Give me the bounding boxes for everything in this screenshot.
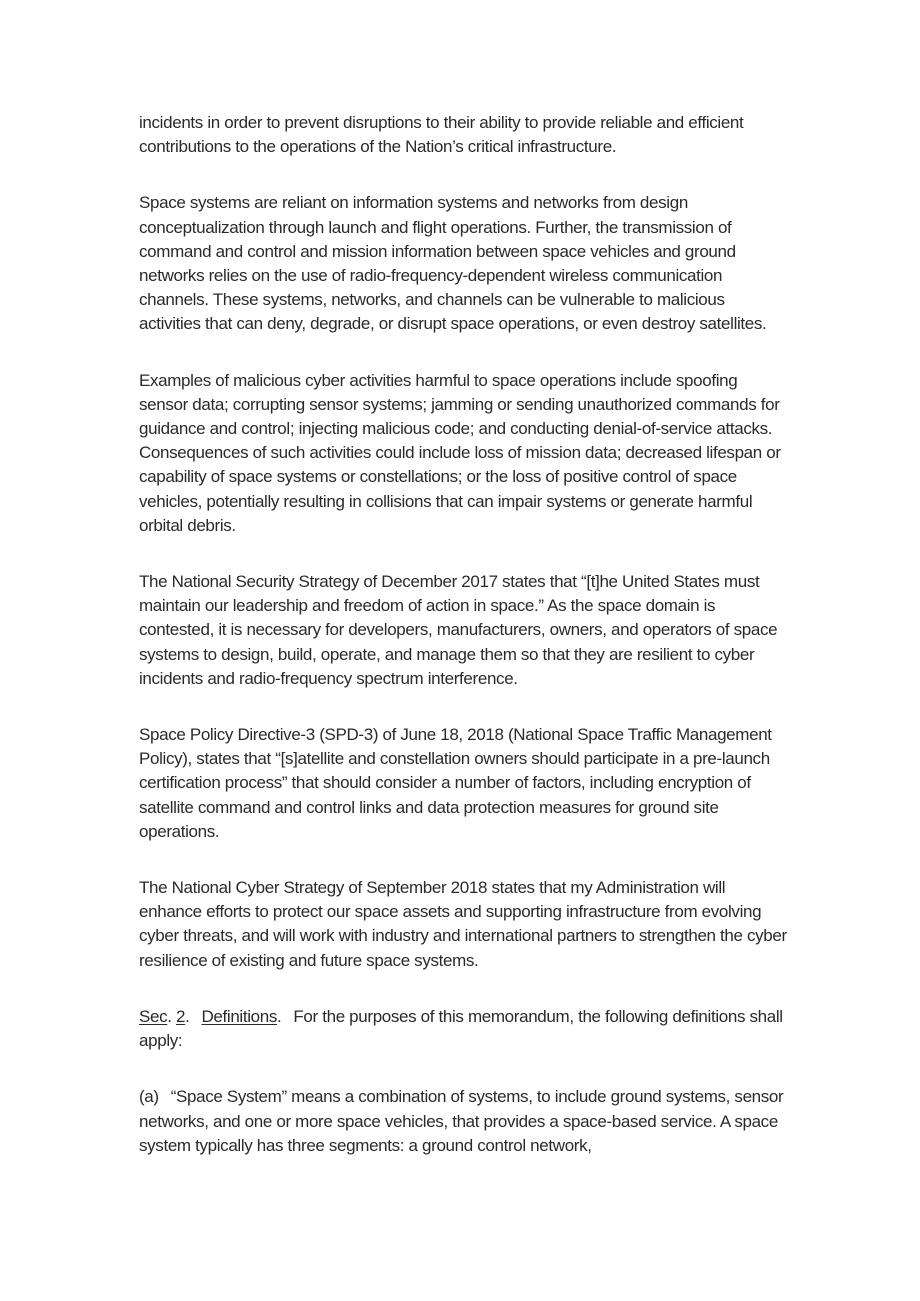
section-number: 2 bbox=[176, 1006, 186, 1026]
section-heading: Definitions bbox=[201, 1006, 278, 1026]
section-text: For the purposes of this memorandum, the following definitions shall apply: bbox=[139, 1006, 783, 1051]
paragraph-national-cyber-strategy: The National Cyber Strategy of September 2018 states that my Administration will enhance efforts to protect our space assets and supporting infrastructure from evolving cyber threats, and will work with industry and international partners to strengthen the cyber resilience of existing and future space systems. bbox=[139, 878, 787, 970]
definition-a-label: (a) bbox=[139, 1087, 159, 1107]
paragraph-critical-infrastructure: incidents in order to prevent disruptions to their ability to provide reliable and efficient contributions to the operations of the Nation’s critical infrastructure. bbox=[139, 113, 744, 157]
paragraph-spd-3: Space Policy Directive-3 (SPD-3) of June 18, 2018 (National Space Traffic Management Policy), states that “[s]atellite and constellation owners should participate in a pre-launch certification process” that should consider a number of factors, including encryption of satellite command and control links and data protection measures for ground site operations. bbox=[139, 725, 772, 841]
paragraph-national-security-strategy: The National Security Strategy of December 2017 states that “[t]he United States must maintain our leadership and freedom of action in space.” As the space domain is contested, it is necessary for developers, manufacturers, owners, and operators of space systems to design, build, operate, and manage them so that they are resilient to cyber incidents and radio-frequency spectrum interference. bbox=[139, 572, 778, 688]
definition-a-text: “Space System” means a combination of systems, to include ground systems, sensor networks, and one or more space vehicles, that provides a space-based service. A space system typically has three segments: a ground control network, bbox=[139, 1087, 784, 1155]
paragraph-malicious-activities: Examples of malicious cyber activities harmful to space operations include spoofing sensor data; corrupting sensor systems; jamming or sending unauthorized commands for guidance and control; injecting malicious code; and conducting denial-of-service attacks. Consequences of such activities could include loss of mission data; decreased lifespan or capability of space systems or constellations; or the loss of positive control of space vehicles, potentially resulting in collisions that can impair systems or generate harmful orbital debris. bbox=[139, 370, 781, 535]
definition-a bbox=[139, 1085, 789, 1158]
paragraph-space-systems-reliance: Space systems are reliant on information systems and networks from design conceptualization through launch and flight operations. Further, the transmission of command and control and mission information between space vehicles and ground networks relies on the use of radio-frequency-dependent wireless communication channels. These systems, networks, and channels can be vulnerable to malicious activities that can deny, degrade, or disrupt space operations, or even destroy satellites. bbox=[139, 193, 767, 334]
document-page bbox=[139, 111, 789, 1190]
section-2-definitions: Sec. 2. Definitions. For the purposes of this memorandum, the following definitions shall apply: bbox=[139, 1006, 783, 1051]
section-label: Sec bbox=[139, 1006, 168, 1026]
